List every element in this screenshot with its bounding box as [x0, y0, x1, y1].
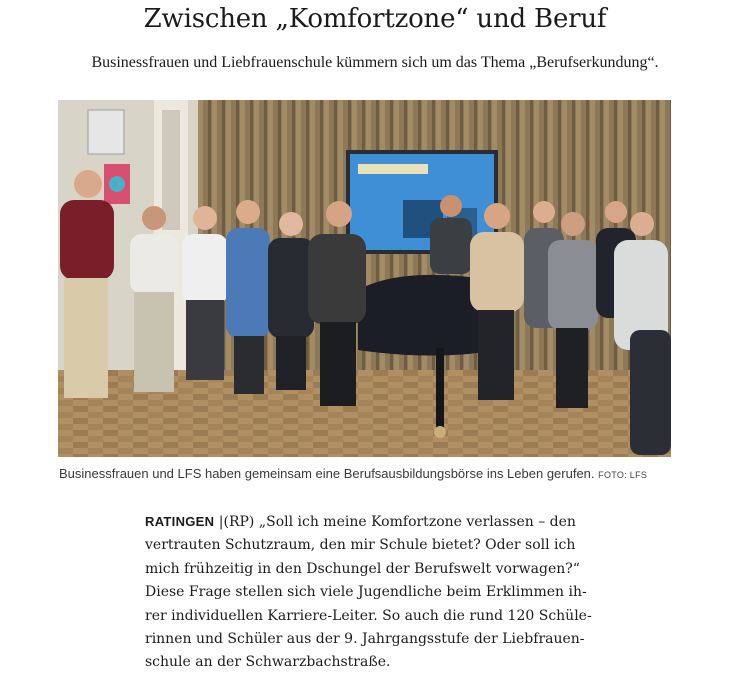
article-subheadline: Businessfrauen und Liebfrauenschule kümmern sich um das Thema „Berufserkundung“.: [91, 54, 659, 71]
caption-text: Businessfrauen und LFS haben gemeinsam eine Berufsausbildungsbörse ins Leben gerufen.: [59, 466, 595, 481]
article-line-5: rer individuellen Karriere-Leiter. So auch die rund 120 Schüle-: [145, 607, 592, 624]
wall-speaker: [88, 110, 124, 154]
article-headline: Zwischen „Komfortzone“ und Beruf: [143, 4, 607, 34]
article-line-6: rinnen und Schüler aus der 9. Jahrgangsstufe der Liebfrauen-: [145, 631, 585, 648]
photo-credit: FOTO: LFS: [598, 470, 648, 480]
article-line-7: schule an der Schwarzbachstraße.: [145, 654, 391, 671]
article-text: „Soll ich meine Komfortzone verlassen – den: [258, 514, 576, 530]
photo-caption: [59, 466, 699, 481]
article-line-2: vertrauten Schutzraum, den mir Schule bietet? Oder soll ich: [145, 537, 576, 554]
article-line-4: Diese Frage stellen sich viele Jugendliche beim Erklimmen ih-: [145, 584, 587, 601]
dateline: RATINGEN: [145, 514, 215, 529]
article-photo: [58, 100, 671, 457]
source-tag: |(RP): [218, 514, 255, 530]
article-body: [145, 510, 605, 675]
article-line-1: [145, 510, 605, 534]
article-line-3: mich frühzeitig in den Dschungel der Berufswelt vorwagen?“: [145, 560, 580, 577]
group-photo-illustration: [58, 100, 671, 457]
